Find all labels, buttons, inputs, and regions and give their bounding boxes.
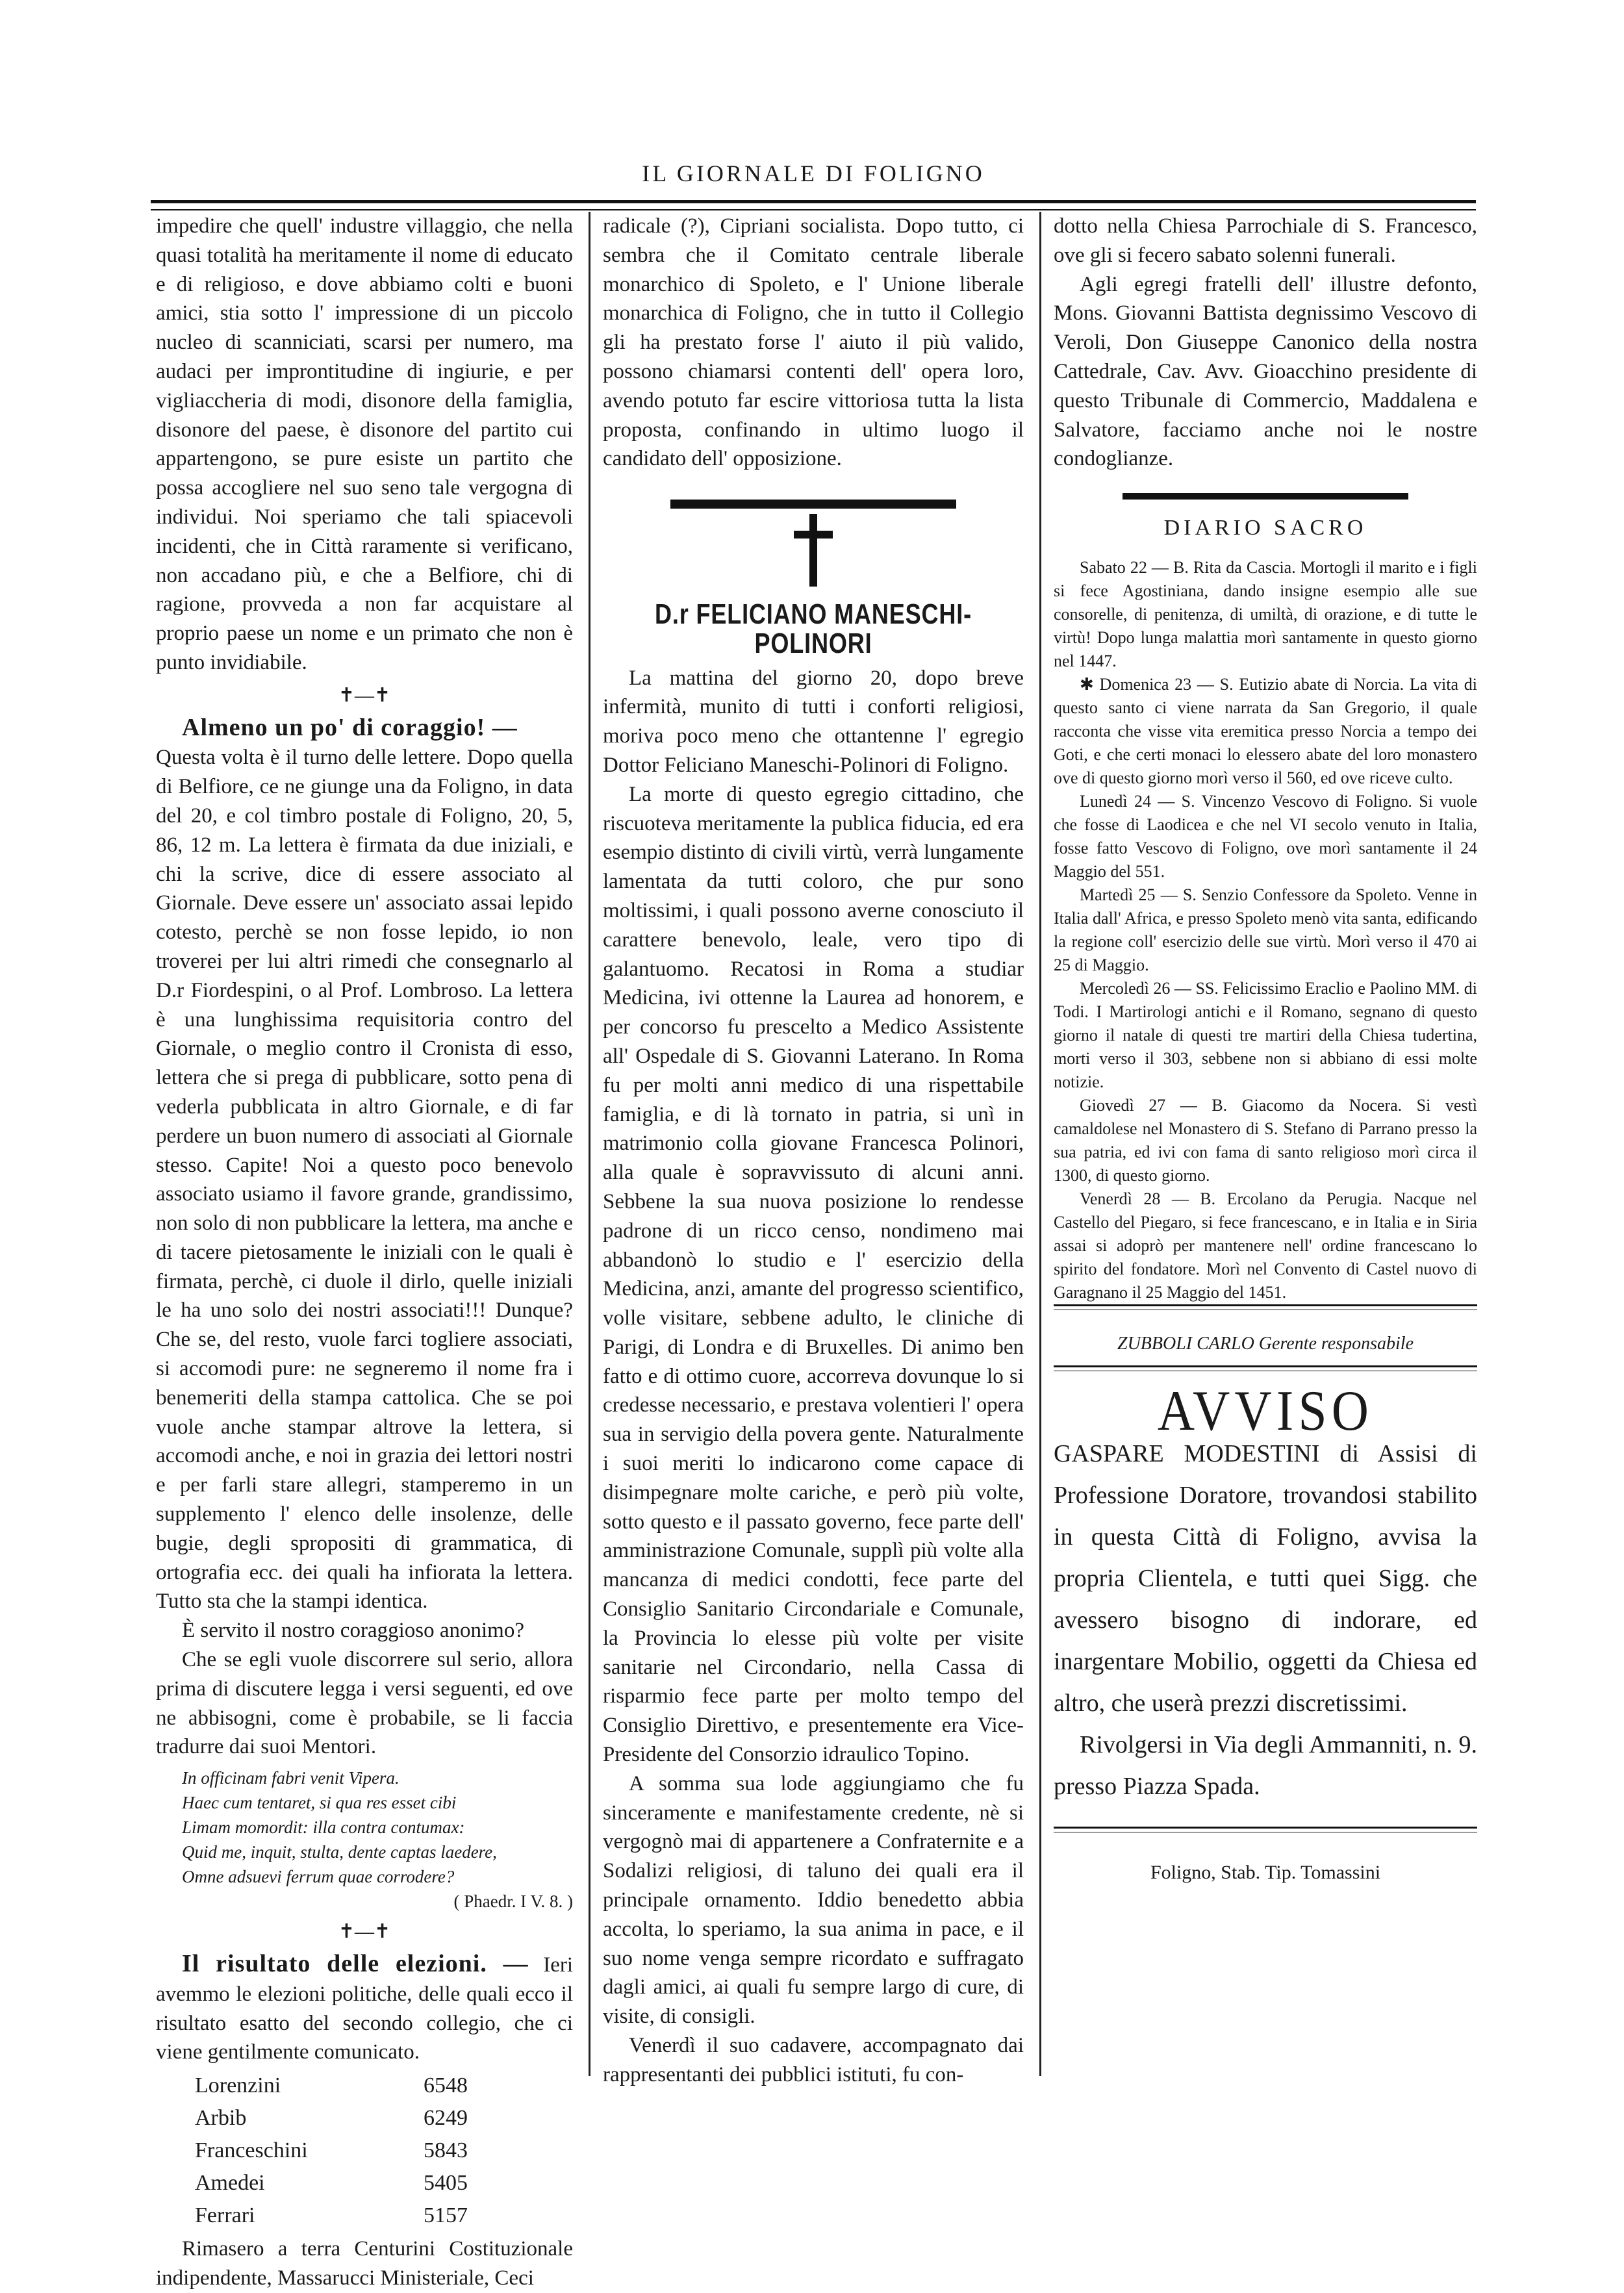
article-text: Ieri avemmo le elezioni politiche, delle quali ecco il risultato esatto del secondo collegio, che ci viene gentilmente comunicato.	[156, 1953, 574, 2064]
candidate-votes: 6548	[424, 2073, 468, 2098]
cross-icon	[603, 511, 1024, 598]
poem-line: Haec cum tentaret, si qua res esset cibi	[182, 1793, 457, 1813]
article-paragraph: Venerdì il suo cadavere, accompagnato dai rappresentanti dei pubblici istituti, fu con-	[603, 2034, 1024, 2086]
section-rule	[1054, 1827, 1477, 1832]
diary-entry: Martedì 25 — S. Senzio Confessore da Spoleto. Venne in Italia dall' Africa, e presso Spoleto menò vita santa, edificando la regione coll' esercizio delle sue virtù. Morì verso il 470 ai 25 di Maggio.	[1054, 885, 1477, 974]
article-paragraph: È servito il nostro coraggioso anonimo?	[182, 1619, 524, 1643]
article-heading: Il risultato delle elezioni. —	[182, 1950, 529, 1978]
candidate-votes: 5843	[424, 2138, 468, 2163]
candidate-name: Arbib	[195, 2106, 247, 2131]
diary-entry: Sabato 22 — B. Rita da Cascia. Mortogli il marito e i figli si fece Agostiniana, dando insigne esempio alle sue consorelle, di penitenza, di umiltà, di orazione, e di tutte le virtù! Dopo lunga malattia morì santamente in questo giorno nel 1447.	[1054, 557, 1477, 670]
candidate-votes: 5405	[424, 2171, 468, 2196]
column-divider	[589, 212, 590, 2076]
section-rule	[1054, 1304, 1477, 1310]
column-left	[156, 212, 573, 2293]
diary-list	[1054, 556, 1477, 1304]
section-separator: ✝—✝	[338, 684, 391, 706]
column-right	[1054, 212, 1477, 1887]
article-heading: Almeno un po' di coraggio! —	[182, 713, 518, 741]
article-paragraph	[156, 1949, 573, 2067]
avviso-body: GASPARE MODESTINI di Assisi di Professione Doratore, trovandosi stabilito in questa Città di Foligno, avvisa la propria Clientela, e tutti quei Sigg. che avessero bisogno di indorare, ed inargentare Mobilio, oggetti da Chiesa ed altro, che userà prezzi discretissimi.	[1054, 1439, 1477, 1717]
article-paragraph: La morte di questo egregio cittadino, che riscuoteva meritamente la publica fiducia, ed era esempio distinto di civili virtù, verrà lungamente lamentata da tutti coloro, che pur sono moltissimi, i quali possono averne conosciuto il carattere benevolo, leale, vero tipo di galantuomo. Recatosi in Roma a studiar Medicina, ivi ottenne la Laurea ad honorem, e per concorso fu prescelto a Medico Assistente all' Ospedale di S. Giovanni Laterano. In Roma fu per molti anni medico di una rispettabile famiglia, e di là tornato in patria, si unì in matrimonio colla giovane Francesca Polinori, alla quale è sopravvissuto di alcuni anni. Sebbene la sua nuova posizione lo rendesse padrone di un ricco censo, nondimeno mai abbandonò lo studio e l' esercizio della Medicina, anzi, amante del progresso scientifico, volle visitare, sebbene adulto, le cliniche di Parigi, di Londra e di Bruxelles. Di animo ben fatto e di ottimo cuore, accorreva dovunque lo si credesse necessario, e prestava volentieri l' opera sua in servigio della povera gente. Naturalmente i suoi meriti lo indicarono come capace di disimpegnare molte cariche, e però più volte, sotto questo e il passato governo, fece parte dell' amministrazione Comunale, supplì più volte alla mancanza di medici condotti, fece parte del Consiglio Sanitario Circondariale e Comunale, la Provincia lo elesse più volte per visite sanitarie nel Circondario, nella Cassa di risparmio fece parte per molto tempo del Consiglio Direttivo, e presentemente era Vice-Presidente del Consorzio idraulico Topino.	[603, 782, 1024, 1767]
article-paragraph: Questa volta è il turno delle lettere. Dopo quella di Belfiore, ce ne giunge una da Foligno, in data del 20, e col timbro postale di Foligno, 20, 5, 86, 12 m. La lettera è firmata da due iniziali, e chi la scrive, dice di essere associato al Giornale. Deve essere un' associato assai lepido cotesto, perchè se non fosse lepido, io non troverei per lui altri rimedi che consegnarlo al D.r Fiordespini, o al Prof. Lombroso. La lettera è una lunghissima requisitoria contro del Giornale, o meglio contro il Cronista di esso, lettera che si prega di pubblicare, sotto pena di vederla pubblicata in altro Giornale, e di far perdere un buon numero di associati al Giornale stesso. Capite! Noi a questo poco benevolo associato usiamo il favore grande, grandissimo, non solo di non pubblicare la lettera, ma anche e di tacere pietosamente le iniziali con le quali è firmata, perchè, ci duole il dirlo, quelle iniziali le ha uno solo dei nostri associati!!! Dunque? Che se, del resto, vuole farci togliere associati, si accomodi pure: ne segneremo il nome fra i benemeriti della stampa cattolica. Che se poi vuole anche stampar altrove la lettera, si accomodi anche, e noi in grazia dei lettori nostri e per farli stare allegri, stamperemo in un supplemento l' elenco delle insolenze, delle bugie, degli spropositi di grammatica, di ortografia ecc. dei quali ha infiorata la lettera. Tutto sta che la stampi identica.	[156, 746, 573, 1614]
avviso-address: Rivolgersi in Via degli Ammanniti, n. 9. presso Piazza Spada.	[1054, 1730, 1477, 1800]
diary-entry: Venerdì 28 — B. Ercolano da Perugia. Nacque nel Castello del Piegaro, si fece francescano, e in Italia e in Siria assai si adoprò per mantenere nell' ordine francescano lo spirito del fondatore. Morì nel Convento di Castel nuovo di Garagnano il 25 Maggio del 1451.	[1054, 1189, 1477, 1302]
candidate-name: Lorenzini	[195, 2073, 281, 2098]
result-row	[195, 2135, 468, 2167]
column-divider	[1039, 212, 1041, 2076]
printer-note: Foligno, Stab. Tip. Tomassini	[1150, 1861, 1381, 1883]
section-separator: ✝—✝	[338, 1921, 391, 1943]
diary-entry: Giovedì 27 — B. Giacomo da Nocera. Si vestì camaldolese nel Monastero di S. Stefano di Parrano presso la sua patria, ed ivi con fama di santo religioso morì circa il 1300, di questo giorno.	[1054, 1095, 1477, 1185]
diary-entry: Lunedì 24 — S. Vincenzo Vescovo di Foligno. Si vuole che fosse di Laodicea e che nel VI secolo venuto in Italia, fosse fatto Vescovo di Foligno, ove morì santamente il 24 Maggio del 551.	[1054, 791, 1477, 881]
result-row	[195, 2070, 468, 2102]
poem-line: Quid me, inquit, stulta, dente captas laedere,	[182, 1842, 497, 1862]
poem-line: In officinam fabri venit Vipera.	[182, 1768, 400, 1788]
article-paragraph: Che se egli vuole discorrere sul serio, allora prima di discutere legga i versi seguenti, ed ove ne abbisogni, come è probabile, se li faccia tradurre dai suoi Mentori.	[156, 1648, 573, 1759]
result-row	[195, 2167, 468, 2199]
mourning-bar	[670, 500, 956, 509]
article-paragraph: A somma sua lode aggiungiamo che fu sinceramente e manifestamente credente, nè si vergognò mai di appartenere a Confraternite e a Sodalizi religiosi, di taluno dei quali era il principale ornamento. Iddio benedetto abbia accolta, lo speriamo, la sua anima in pace, e il suo nome venga sempre ricordato e suffragato dagli amici, ai quali fu sempre largo di cure, di visite, di consigli.	[603, 1771, 1024, 2029]
page-header: IL GIORNALE DI FOLIGNO	[642, 160, 985, 186]
diary-entry: ✱ Domenica 23 — S. Eutizio abate di Norcia. La vita di questo santo ci viene narrata da San Gregorio, il quale racconta che visse vita eremitica presso Norcia a tempo dei Goti, e che certi monaci lo elessero abate del loro monastero ove di questo giorno morì verso il 560, ed ove riceve culto.	[1054, 674, 1477, 787]
candidate-name: Ferrari	[195, 2203, 255, 2228]
article-paragraph: radicale (?), Cipriani socialista. Dopo tutto, ci sembra che il Comitato centrale liberale monarchico di Spoleto, e l' Unione liberale monarchica di Foligno, che in tutto il Collegio gli ha prestato forse l' aiuto il più valido, possono chiamarsi contenti dell' opera loro, avendo potuto far escire vittoriosa tutta la lista proposta, confinando in ultimo luogo il candidato dell' opposizione.	[603, 214, 1024, 471]
candidate-votes: 6249	[424, 2106, 468, 2131]
diario-title: DIARIO SACRO	[1163, 516, 1367, 540]
obituary-title: D.r FELICIANO MANESCHI-POLINORI	[655, 598, 972, 659]
section-rule	[1054, 1365, 1477, 1371]
article-paragraph: dotto nella Chiesa Parrochiale di S. Francesco, ove gli si fecero sabato solenni funerali.	[1054, 214, 1477, 267]
article-paragraph: Rimasero a terra Centurini Costituzionale indipendente, Massarucci Ministeriale, Ceci	[156, 2237, 573, 2290]
result-row	[195, 2102, 468, 2135]
latin-poem	[182, 1766, 573, 1914]
avviso-title: AVVISO	[1157, 1379, 1374, 1443]
result-row	[195, 2199, 468, 2232]
poem-line: Omne adsuevi ferrum quae corrodere?	[182, 1867, 455, 1887]
diary-entry: Mercoledì 26 — SS. Felicissimo Eraclio e Paolino MM. di Todi. I Martirologi antichi e il Romano, segnano di questo giorno il natale di questi tre martiri della Chiesa tudertina, morti verso il 303, sebbene non si abbiano di essi molte notizie.	[1054, 978, 1477, 1091]
candidate-votes: 5157	[424, 2203, 468, 2228]
article-paragraph: impedire che quell' industre villaggio, che nella quasi totalità ha meritamente il nome di educato e di religioso, e dove abbiamo colti e buoni amici, stia sotto l' impressione di un piccolo nucleo di scanniciati, scarsi per numero, ma audaci per improntitudine di ingiurie, e per vigliaccheria di modi, disonore della famiglia, disonore del paese, è disonore del partito cui appartengono, se pure esiste un partito che possa accogliere nel suo seno tale vergogna di individui. Noi speriamo che tali spiacevoli incidenti, che in Città raramente si verificano, non accadano più, e che a Belfiore, chi di ragione, provveda a non far acquistare al proprio paese un nome e un primato che non è punto invidiabile.	[156, 214, 573, 674]
article-paragraph: La mattina del giorno 20, dopo breve infermità, munito di tutti i conforti religiosi, moriva poco meno che ottantenne l' egregio Dottor Feliciano Maneschi-Polinori di Foligno.	[603, 666, 1024, 777]
candidate-name: Amedei	[195, 2171, 265, 2196]
section-bar	[1123, 493, 1408, 500]
gerente-line: ZUBBOLI CARLO Gerente responsabile	[1117, 1333, 1414, 1354]
header-rule	[151, 200, 1476, 210]
article-paragraph	[156, 713, 573, 744]
column-middle	[603, 212, 1024, 2090]
article-paragraph: Agli egregi fratelli dell' illustre defonto, Mons. Giovanni Battista degnissimo Vescovo di Veroli, Don Giuseppe Canonico della nostra Cattedrale, Cav. Avv. Gioacchino presidente di questo Tribunale di Commercio, Maddalena e Salvatore, facciamo anche noi le nostre condoglianze.	[1054, 272, 1477, 471]
poem-source: ( Phaedr. I V. 8. )	[453, 1892, 573, 1912]
poem-line: Limam momordit: illa contra contumax:	[182, 1818, 465, 1838]
election-results	[195, 2070, 468, 2232]
candidate-name: Franceschini	[195, 2138, 308, 2163]
